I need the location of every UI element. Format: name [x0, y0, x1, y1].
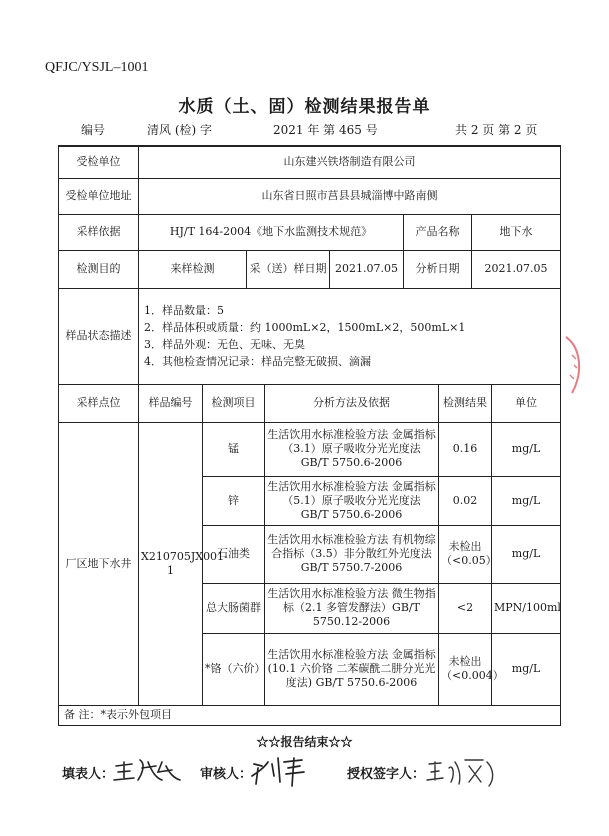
- item-name: *铬（六价）: [203, 633, 265, 705]
- client-value: 山东建兴铁塔制造有限公司: [139, 146, 561, 178]
- method-text: 生活饮用水标准检验方法 金属指标（5.1）原子吸收分光光度法 GB/T 5750.6-2006: [265, 476, 439, 525]
- status-item: 3．样品外观：无色、无味、无臭: [144, 338, 305, 351]
- result-value: <2: [439, 583, 492, 633]
- number-label: 编号: [81, 123, 106, 137]
- seal-stamp-fragment: [562, 335, 588, 399]
- filler-signature: [112, 754, 182, 790]
- report-table: [58, 145, 561, 726]
- header-method: 分析方法及依据: [265, 384, 439, 422]
- result-value: 未检出（<0.004）: [439, 633, 492, 705]
- header-sampling-point: 采样点位: [59, 384, 139, 422]
- document-code: QFJC/YSJL–1001: [45, 60, 149, 75]
- number-value: 清风 (检) 字: [147, 123, 212, 137]
- result-value: 未检出（<0.05）: [439, 525, 492, 583]
- sampling-point-value: 厂区地下水井: [59, 422, 139, 705]
- address-value: 山东省日照市莒县县城淄博中路南侧: [139, 178, 561, 214]
- sample-date-value: 2021.07.05: [330, 250, 404, 288]
- report-end-marker: ☆☆报告结束☆☆: [256, 735, 353, 749]
- item-name: 锰: [203, 422, 265, 476]
- analysis-date-value: 2021.07.05: [472, 250, 561, 288]
- header-sample-no: 样品编号: [139, 384, 203, 422]
- unit-value: mg/L: [492, 633, 561, 705]
- result-value: 0.02: [439, 476, 492, 525]
- status-label: 样品状态描述: [59, 288, 139, 384]
- sample-no-value: X210705JX001-1: [139, 422, 203, 705]
- item-name: 总大肠菌群: [203, 583, 265, 633]
- item-name: 锌: [203, 476, 265, 525]
- product-value: 地下水: [472, 214, 561, 250]
- purpose-value: 来样检测: [139, 250, 247, 288]
- unit-value: mg/L: [492, 476, 561, 525]
- sample-date-label: 采（送）样日期: [247, 250, 330, 288]
- result-value: 0.16: [439, 422, 492, 476]
- purpose-label: 检测目的: [59, 250, 139, 288]
- method-text: 生活饮用水标准检验方法 有机物综合指标（3.5）非分散红外光度法 GB/T 5750.7-2006: [265, 525, 439, 583]
- filler-label: 填表人：: [62, 767, 115, 782]
- remark-text: 备 注：*表示外包项目: [59, 705, 561, 725]
- status-item: 2．样品体积或质量：约 1000mL×2，1500mL×2，500mL×1: [144, 321, 466, 334]
- method-text: 生活饮用水标准检验方法 微生物指标（2.1 多管发酵法）GB/T 5750.12-2006: [265, 583, 439, 633]
- address-label: 受检单位地址: [59, 178, 139, 214]
- unit-value: mg/L: [492, 525, 561, 583]
- page-info: 共 2 页 第 2 页: [455, 123, 538, 137]
- status-item: 1．样品数量：5: [144, 304, 224, 317]
- header-item: 检测项目: [203, 384, 265, 422]
- item-name: 石油类: [203, 525, 265, 583]
- method-text: 生活饮用水标准检验方法 金属指标（3.1）原子吸收分光光度法 GB/T 5750.6-2006: [265, 422, 439, 476]
- status-item: 4．其他检查情况记录：样品完整无破损、滴漏: [144, 355, 371, 368]
- reviewer-signature: [248, 754, 310, 792]
- reviewer-label: 审核人：: [200, 767, 253, 782]
- report-title: 水质（土、固）检测结果报告单: [178, 97, 431, 117]
- method-text: 生活饮用水标准检验方法 金属指标(10.1 六价铬 二苯碳酰二肼分光光度法) GB/T 5750.6-2006: [265, 633, 439, 705]
- unit-value: mg/L: [492, 422, 561, 476]
- analysis-date-label: 分析日期: [404, 250, 472, 288]
- header-result: 检测结果: [439, 384, 492, 422]
- report-number: 2021 年 第 465 号: [273, 123, 378, 137]
- table-row: [59, 422, 561, 476]
- client-label: 受检单位: [59, 146, 139, 178]
- basis-label: 采样依据: [59, 214, 139, 250]
- product-label: 产品名称: [404, 214, 472, 250]
- unit-value: MPN/100ml: [492, 583, 561, 633]
- signer-signature: [425, 754, 500, 794]
- basis-value: HJ/T 164-2004《地下水监测技术规范》: [139, 214, 404, 250]
- signer-label: 授权签字人：: [347, 767, 426, 782]
- header-unit: 单位: [492, 384, 561, 422]
- status-list: [139, 288, 561, 384]
